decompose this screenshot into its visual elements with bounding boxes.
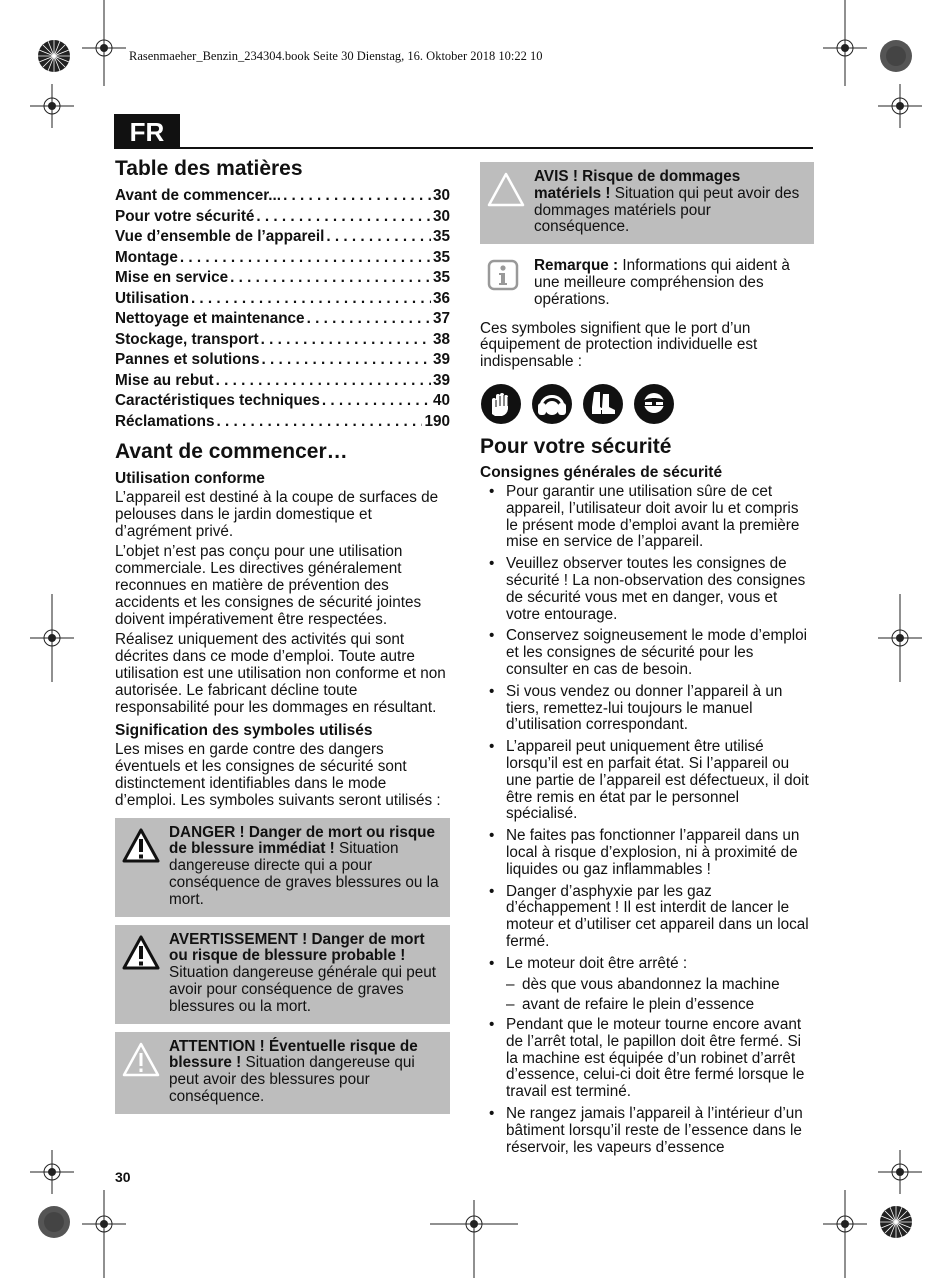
warning-notice: AVERTISSEMENT ! Danger de mort ou risque de blessure probable ! Situation dangereuse générale qui peut avoir pour conséquence de graves blessures ou la mort. <box>115 925 450 1024</box>
safety-list <box>480 484 814 1156</box>
crop-mark-left-upper <box>30 84 74 128</box>
danger-notice: DANGER ! Danger de mort ou risque de blessure immédiat ! Situation dangereuse directe qui a pour conséquence de graves blessures ou la mort. <box>115 818 450 917</box>
section-title-before: Avant de commencer… <box>115 440 348 463</box>
toc-entry[interactable]: Mise au rebut . . . 39 <box>115 371 450 392</box>
sub-list-item: – avant de refaire le plein d’essence <box>480 997 814 1014</box>
symbols-intro: Les mises en garde contre des dangers éventuels et les consignes de sécurité sont distinctement identifiables dans le mode d’emploi. Les symboles suivants seront utilisés : <box>115 741 441 809</box>
warning-triangle-icon <box>121 932 169 1016</box>
list-item: • Le moteur doit être arrêté : <box>480 956 814 973</box>
gloves-icon <box>480 383 522 425</box>
crop-mark-bottom-center <box>430 1200 518 1278</box>
right-column <box>480 160 814 1161</box>
crop-mark-right-upper <box>878 84 922 128</box>
crop-mark-top-right <box>823 0 867 110</box>
toc-entry[interactable]: Montage . . . 35 <box>115 248 450 269</box>
list-item: • Ne faites pas fonctionner l’appareil dans un local à risque d’explosion, ni à proximité de liquides ou gaz inflammables ! <box>480 828 814 878</box>
warning-triangle-outline-icon <box>486 169 534 236</box>
ppe-icons <box>480 383 814 425</box>
warning-triangle-outline-icon <box>121 1039 169 1106</box>
list-item: • Conservez soigneusement le mode d’emploi et les consignes de sécurité pour les consulter en cas de besoin. <box>480 628 814 678</box>
toc-entry[interactable]: Pannes et solutions . . . 39 <box>115 350 450 371</box>
section-title-safety: Pour votre sécurité <box>480 434 672 458</box>
toc-entry[interactable]: Réclamations . . . 190 <box>115 412 450 433</box>
list-item: • Si vous vendez ou donner l’appareil à un tiers, remettez-lui toujours le manuel d’utilisation correspondant. <box>480 684 814 734</box>
toc-entry[interactable]: Stockage, transport . . . 38 <box>115 330 450 351</box>
registration-mark-bottom-left <box>26 1194 82 1250</box>
header-rule <box>114 147 813 149</box>
crop-mark-left-lower <box>30 1150 74 1194</box>
crop-mark-bottom-left <box>82 1180 126 1278</box>
crop-mark-right-middle <box>878 594 922 682</box>
usage-paragraph: Réalisez uniquement des activités qui sont décrites dans ce mode d’emploi. Toute autre utilisation est une utilisation non conforme et non autorisée. Le fabricant décline toute responsabilité pour les dommages en résultant. <box>115 631 446 716</box>
left-column <box>115 157 450 1122</box>
toc-entry[interactable]: Utilisation . . . 36 <box>115 289 450 310</box>
crop-mark-top-left <box>82 0 126 110</box>
usage-paragraph: L’appareil est destiné à la coupe de surfaces de pelouses dans le jardin domestique et d’agrément privé. <box>115 489 439 540</box>
registration-mark-top-right <box>868 28 924 84</box>
list-item: • Pour garantir une utilisation sûre de cet appareil, l’utilisateur doit avoir lu et compris le présent mode d’emploi avant la première mise en service de l’appareil. <box>480 484 814 551</box>
safety-boots-icon <box>582 383 624 425</box>
toc-list <box>115 186 450 432</box>
toc-entry[interactable]: Caractéristiques techniques . . . 40 <box>115 391 450 412</box>
crop-mark-right-lower <box>878 1150 922 1194</box>
caution-notice: ATTENTION ! Éventuelle risque de blessure ! Situation dangereuse qui peut avoir des blessures pour conséquence. <box>115 1032 450 1114</box>
crop-mark-bottom-right <box>823 1180 867 1278</box>
file-header-line: Rasenmaeher_Benzin_234304.book Seite 30 Dienstag, 16. Oktober 2018 10:22 10 <box>129 49 543 63</box>
warning-triangle-icon <box>121 825 169 909</box>
list-item: • L’appareil peut uniquement être utilisé lorsqu’il est en parfait état. Si l’appareil ou une partie de l’appareil est défectueux, il doit être remis en état par le personnel spécialisé. <box>480 739 814 823</box>
usage-paragraph: L’objet n’est pas conçu pour une utilisation commerciale. Les directives généralement reconnues en matière de prévention des accidents et les consignes de sécurité jointes doivent impérativement être respectées. <box>115 543 422 628</box>
toc-entry[interactable]: Mise en service . . . 35 <box>115 268 450 289</box>
registration-mark-bottom-right <box>868 1194 924 1250</box>
toc-entry[interactable]: Pour votre sécurité . . . 30 <box>115 207 450 228</box>
language-tab: FR <box>114 114 180 149</box>
info-icon <box>486 258 534 308</box>
ear-protection-icon <box>531 383 573 425</box>
safety-goggles-icon <box>633 383 675 425</box>
symbols-heading: Signification des symboles utilisés <box>115 722 373 740</box>
ppe-intro: Ces symboles signifient que le port d’un équipement de protection individuelle est indispensable : <box>480 319 758 371</box>
list-item: • Danger d’asphyxie par les gaz d’échappement ! Il est interdit de lancer le moteur et d’utiliser cet appareil dans un local fermé. <box>480 884 814 951</box>
usage-heading: Utilisation conforme <box>115 470 265 487</box>
sub-list-item: – dès que vous abandonnez la machine <box>480 977 814 994</box>
registration-mark-top-left <box>26 28 82 84</box>
list-item: • Veuillez observer toutes les consignes de sécurité ! La non-observation des consignes de sécurité vous met en danger, vous et votre entourage. <box>480 556 814 623</box>
list-item: • Ne rangez jamais l’appareil à l’intérieur d’un bâtiment lorsqu’il reste de l’essence dans le réservoir, les vapeurs d’essence <box>480 1106 814 1156</box>
toc-title: Table des matières <box>115 157 303 180</box>
toc-entry[interactable]: Nettoyage et maintenance . . . 37 <box>115 309 450 330</box>
toc-entry[interactable]: Vue d’ensemble de l’appareil . . . 35 <box>115 227 450 248</box>
page-number: 30 <box>115 1169 131 1185</box>
safety-subtitle: Consignes générales de sécurité <box>480 463 723 481</box>
remark-note: Remarque : Informations qui aident à une meilleure compréhension des opérations. <box>480 252 814 314</box>
crop-mark-left-middle <box>30 594 74 682</box>
toc-entry[interactable]: Avant de commencer... . . . 30 <box>115 186 450 207</box>
material-damage-notice: AVIS ! Risque de dommages matériels ! Situation qui peut avoir des dommages matériels pour conséquence. <box>480 162 814 244</box>
list-item: • Pendant que le moteur tourne encore avant de l’arrêt total, le papillon doit être fermé. Si la machine est équipée d’un robinet d’arrêt d’essence, celui-ci doit être fermé lorsque le travail est terminé. <box>480 1017 814 1101</box>
